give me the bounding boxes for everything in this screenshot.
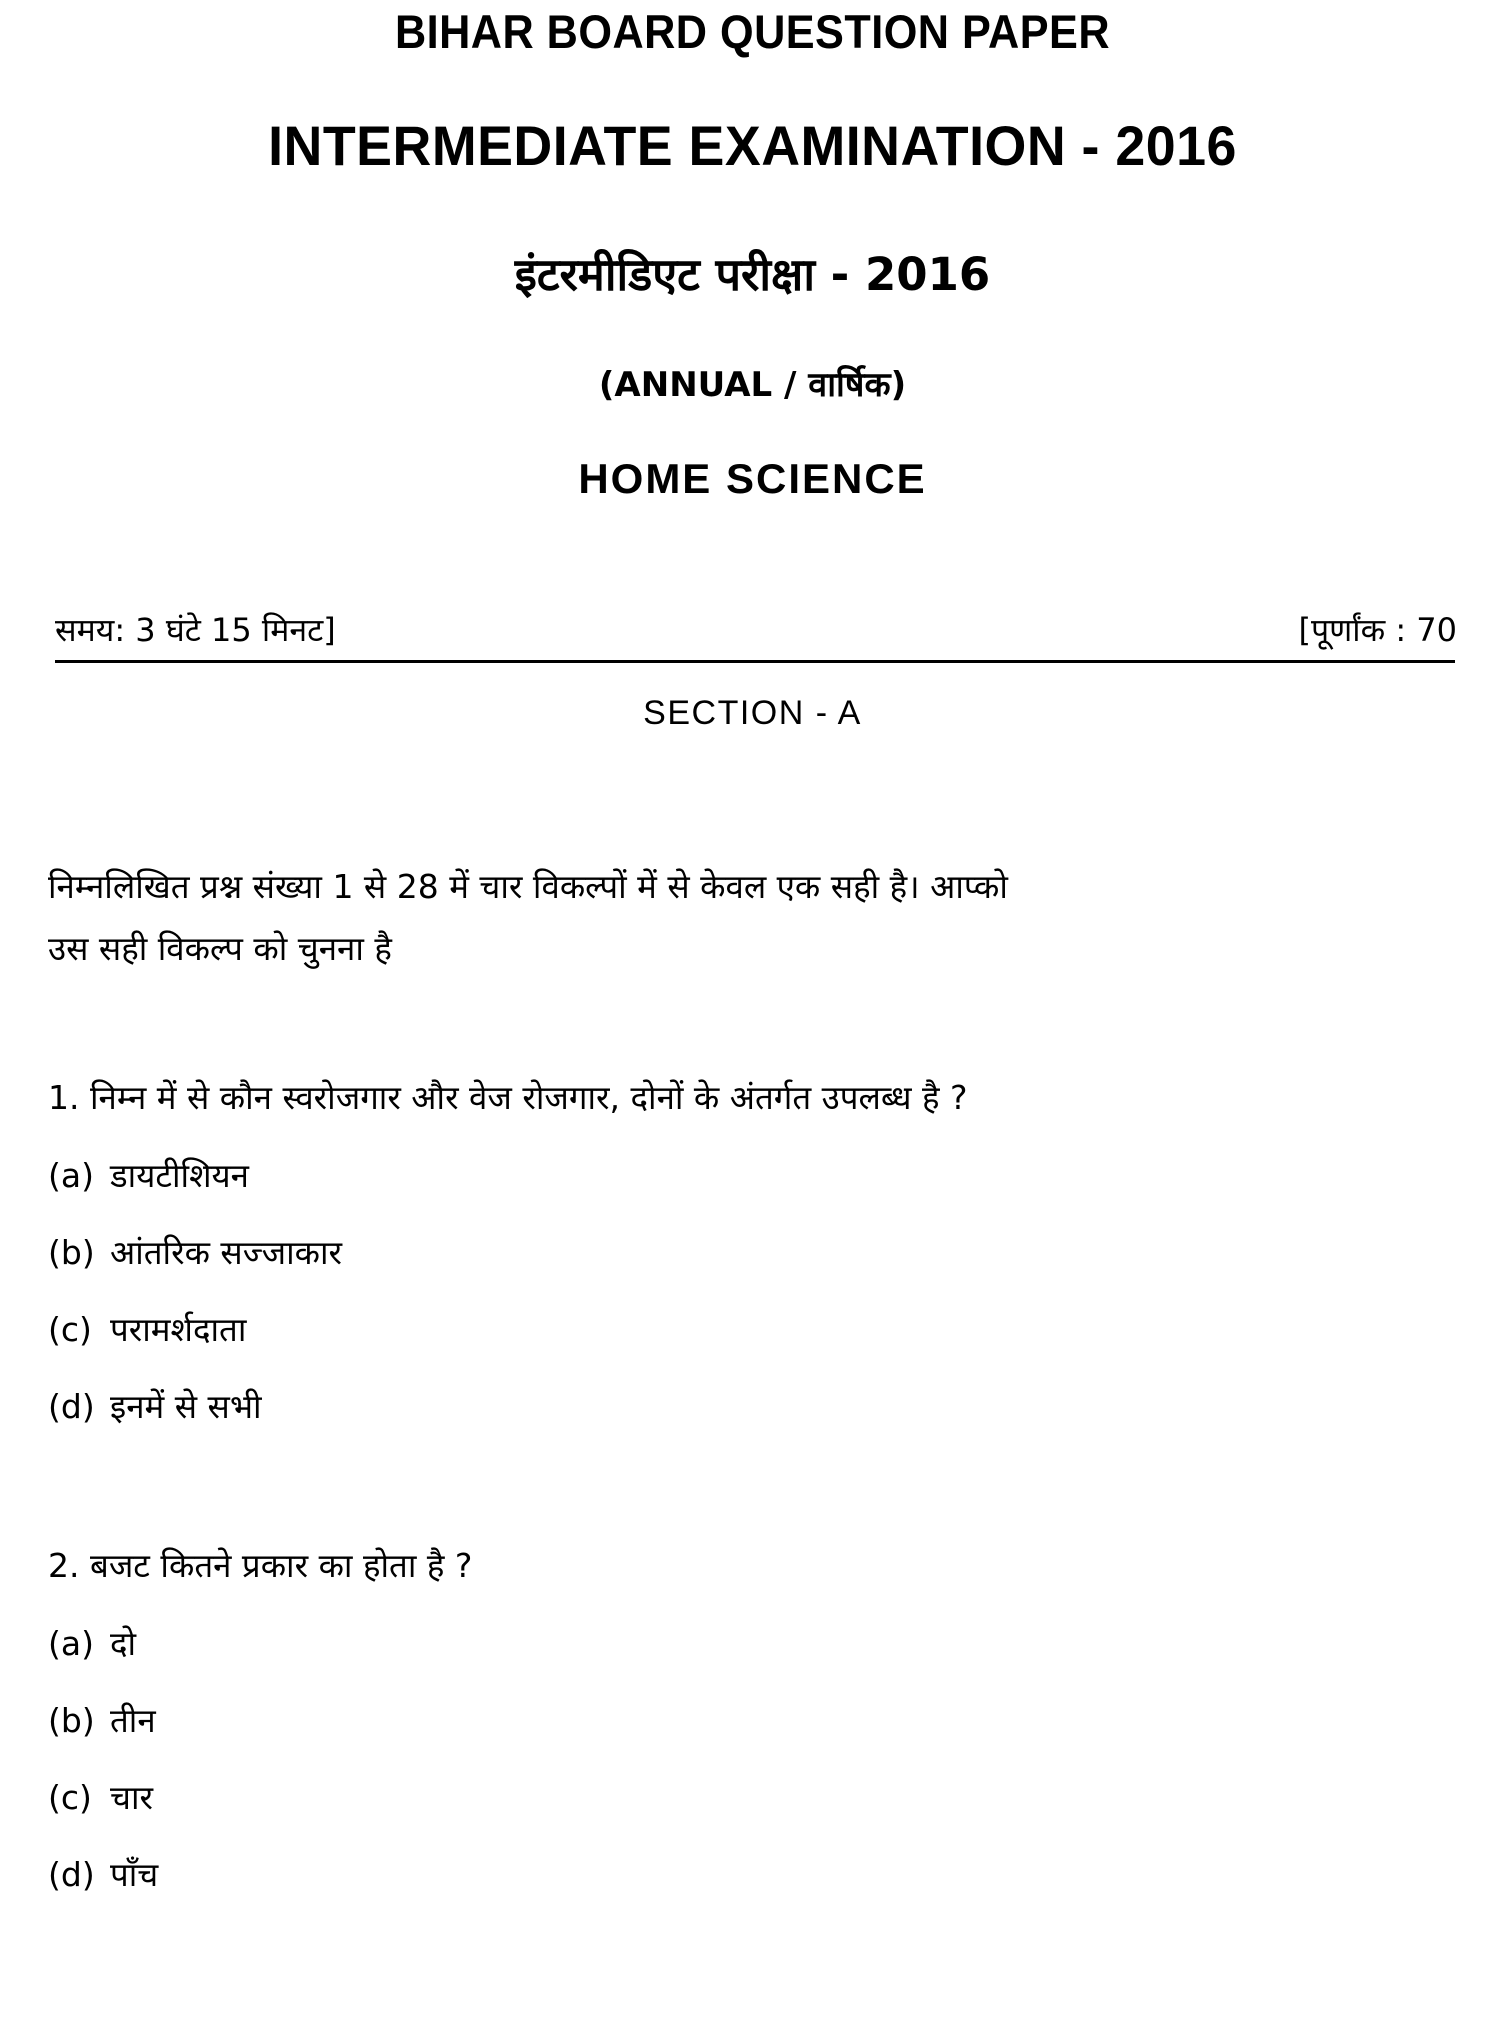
option-label: आंतरिक सज्जाकार	[110, 1233, 343, 1272]
option-key: (d)	[48, 1387, 95, 1426]
option-key: (c)	[48, 1310, 92, 1349]
option-item[interactable]	[48, 1701, 1468, 1741]
exam-title-english: INTERMEDIATE EXAMINATION - 2016	[268, 114, 1237, 177]
option-key: (c)	[48, 1778, 92, 1817]
option-label: पाँच	[110, 1855, 159, 1894]
option-key: (b)	[48, 1233, 95, 1272]
option-label: दो	[110, 1624, 137, 1663]
option-key: (b)	[48, 1701, 95, 1740]
board-name-heading: BIHAR BOARD QUESTION PAPER	[394, 5, 1111, 58]
question-block-2	[48, 1545, 1468, 1895]
option-item[interactable]	[48, 1778, 1468, 1818]
question-1-text: 1. निम्न में से कौन स्वरोजगार और वेज रोजगार, दोनों के अंतर्गत उपलब्ध है ?	[48, 1078, 968, 1117]
question-2-options	[48, 1624, 1468, 1895]
option-item[interactable]	[48, 1387, 1468, 1427]
question-1-options	[48, 1156, 1468, 1427]
instructions-paragraph	[48, 856, 1448, 980]
option-key: (d)	[48, 1855, 95, 1894]
exam-duration-label: समय: 3 घंटे 15 मिनट]	[55, 611, 336, 649]
exam-title-hindi: इंटरमीडिएट परीक्षा - 2016	[514, 248, 991, 301]
exam-session-label: (ANNUAL / वार्षिक)	[598, 365, 907, 405]
option-label: डायटीशियन	[110, 1156, 249, 1195]
option-label: तीन	[110, 1701, 156, 1740]
option-key: (a)	[48, 1156, 94, 1195]
question-block-1	[48, 1077, 1468, 1427]
option-item[interactable]	[48, 1855, 1468, 1895]
option-label: इनमें से सभी	[110, 1387, 262, 1426]
instruction-line-2: उस सही विकल्प को चुनना है	[48, 929, 392, 968]
option-label: परामर्शदाता	[110, 1310, 247, 1349]
option-item[interactable]	[48, 1156, 1468, 1196]
option-key: (a)	[48, 1624, 94, 1663]
horizontal-rule	[55, 660, 1455, 663]
time-and-marks-row	[0, 608, 1505, 668]
instruction-line-1: निम्नलिखित प्रश्न संख्या 1 से 28 में चार विकल्पों में से केवल एक सही है। आप्को	[48, 867, 1008, 906]
option-item[interactable]	[48, 1233, 1468, 1273]
subject-title: HOME SCIENCE	[578, 455, 927, 502]
option-item[interactable]	[48, 1310, 1468, 1350]
section-heading: SECTION - A	[643, 694, 862, 732]
option-label: चार	[110, 1778, 153, 1817]
question-2-text: 2. बजट कितने प्रकार का होता है ?	[48, 1546, 473, 1585]
option-item[interactable]	[48, 1624, 1468, 1664]
full-marks-label: [पूर्णांक : 70	[1298, 611, 1457, 649]
